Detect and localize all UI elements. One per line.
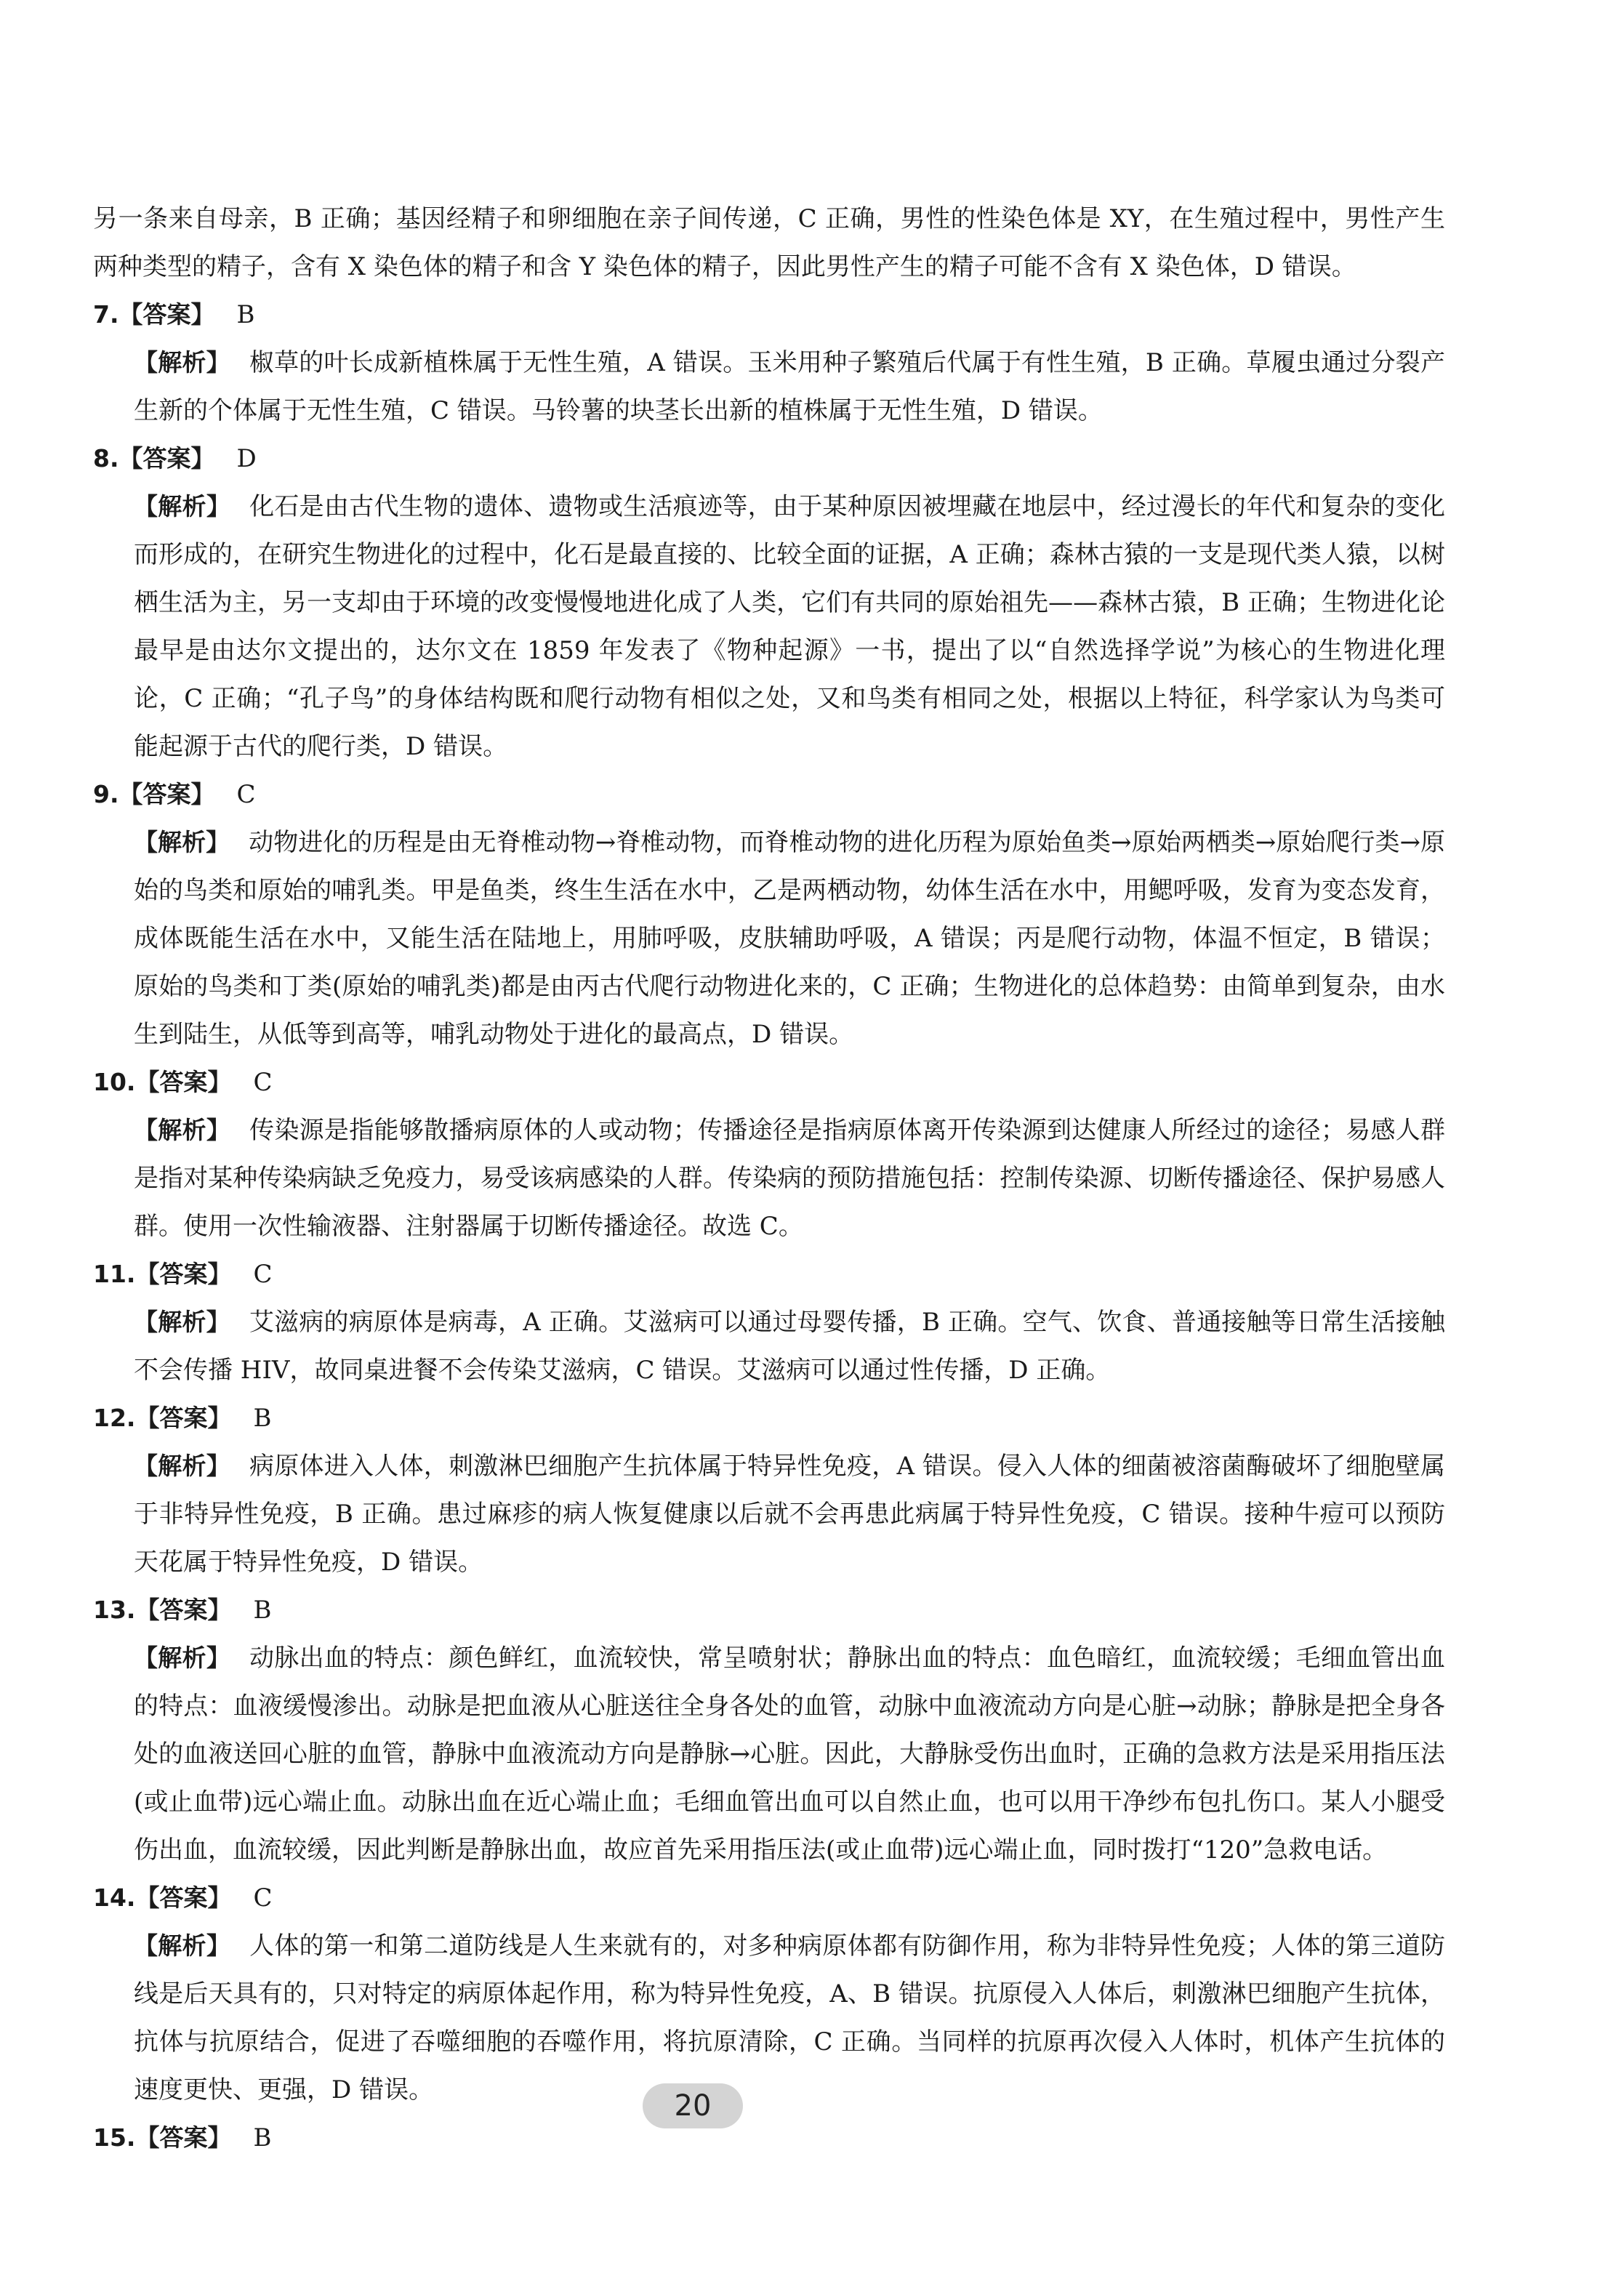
answer-row: [93, 2114, 1445, 2162]
question-item-15: [93, 2114, 1445, 2162]
explanation-block: [134, 1442, 1445, 1586]
question-item-7: [93, 291, 1445, 435]
explanation-block: [134, 1634, 1445, 1874]
explanation-text: 艾滋病的病原体是病毒，A 正确。艾滋病可以通过母婴传播，B 正确。空气、饮食、普通接触等日常生活接触不会传播 HIV，故同桌进餐不会传染艾滋病，C 错误。艾滋病可以通过性传播，D 正确。: [134, 1308, 1446, 1385]
answer-value: B: [253, 1404, 272, 1433]
answer-value: B: [253, 2123, 272, 2152]
explanation-text: 人体的第一和第二道防线是人生来就有的，对多种病原体都有防御作用，称为非特异性免疫；人体的第三道防线是后天具有的，只对特定的病原体起作用，称为特异性免疫，A、B 错误。抗原侵入人体后，刺激淋巴细胞产生抗体，抗体与抗原结合，促进了吞噬细胞的吞噬作用，将抗原清除，C 正确。当同样的抗原再次侵入人体时，机体产生抗体的速度更快、更强，D 错误。: [134, 1931, 1446, 2104]
question-number: 10.: [93, 1068, 136, 1096]
question-item-10: [93, 1058, 1445, 1250]
answer-value: C: [253, 1068, 273, 1097]
answer-row: [93, 1394, 1445, 1442]
answer-value: C: [253, 1260, 273, 1289]
question-item-13: [93, 1586, 1445, 1874]
explanation-tag: 【解析】: [134, 1308, 230, 1336]
question-number: 9.: [93, 780, 119, 808]
explanation-tag: 【解析】: [134, 348, 230, 377]
explanation-block: [134, 339, 1445, 435]
explanation-tag: 【解析】: [134, 828, 230, 856]
answer-tag: 【答案】: [135, 1068, 232, 1096]
answer-row: [93, 1586, 1445, 1634]
explanation-block: [134, 1106, 1445, 1250]
answer-tag: 【答案】: [135, 1883, 232, 1912]
answer-row: [93, 435, 1445, 483]
explanation-block: [134, 819, 1445, 1058]
answer-value: C: [236, 780, 256, 809]
answer-value: B: [253, 1596, 272, 1625]
explanation-block: [134, 1298, 1445, 1394]
explanation-text: 病原体进入人体，刺激淋巴细胞产生抗体属于特异性免疫，A 错误。侵入人体的细菌被溶菌酶破坏了细胞壁属于非特异性免疫，B 正确。患过麻疹的病人恢复健康以后就不会再患此病属于特异性免疫，C 错误。接种牛痘可以预防天花属于特异性免疫，D 错误。: [134, 1452, 1446, 1577]
question-item-9: [93, 771, 1445, 1058]
answer-row: [93, 291, 1445, 339]
answer-value: C: [253, 1883, 273, 1913]
answer-key-content: [93, 195, 1445, 2162]
question-number: 13.: [93, 1596, 136, 1624]
explanation-block: [134, 483, 1445, 771]
question-number: 11.: [93, 1260, 136, 1288]
explanation-tag: 【解析】: [134, 1931, 231, 1960]
answer-value: D: [236, 444, 257, 473]
answer-tag: 【答案】: [118, 300, 215, 329]
answer-tag: 【答案】: [135, 1596, 232, 1624]
explanation-tag: 【解析】: [134, 492, 231, 520]
explanation-text: 椒草的叶长成新植株属于无性生殖，A 错误。玉米用种子繁殖后代属于有性生殖，B 正确。草履虫通过分裂产生新的个体属于无性生殖，C 错误。马铃薯的块茎长出新的植株属于无性生殖，D 错误。: [134, 348, 1446, 425]
answer-tag: 【答案】: [135, 1404, 232, 1432]
answer-row: [93, 1058, 1445, 1106]
question-item-14: [93, 1874, 1445, 2114]
answer-row: [93, 1874, 1445, 1922]
explanation-text: 化石是由古代生物的遗体、遗物或生活痕迹等，由于某种原因被埋藏在地层中，经过漫长的年代和复杂的变化而形成的，在研究生物进化的过程中，化石是最直接的、比较全面的证据，A 正确；森林古猿的一支是现代类人猿，以树栖生活为主，另一支却由于环境的改变慢慢地进化成了人类，它们有共同的原始祖先——森林古猿，B 正确；生物进化论最早是由达尔文提出的，达尔文在 1859 年发表了《物种起源》一书，提出了以“自然选择学说”为核心的生物进化理论，C 正确；“孔子鸟”的身体结构既和爬行动物有相似之处，又和鸟类有相同之处，根据以上特征，科学家认为鸟类可能起源于古代的爬行类，D 错误。: [134, 492, 1446, 761]
question-item-11: [93, 1250, 1445, 1394]
explanation-tag: 【解析】: [134, 1644, 231, 1672]
question-number: 8.: [93, 444, 119, 473]
page-number-badge: [643, 2083, 743, 2128]
answer-tag: 【答案】: [135, 2123, 232, 2152]
continued-explanation: 另一条来自母亲，B 正确；基因经精子和卵细胞在亲子间传递，C 正确，男性的性染色体是 XY，在生殖过程中，男性产生两种类型的精子，含有 X 染色体的精子和含 Y 染色体的精子，因此男性产生的精子可能不含有 X 染色体，D 错误。: [93, 204, 1445, 281]
question-number: 15.: [93, 2123, 136, 2152]
question-item-8: [93, 435, 1445, 771]
page-number: 20: [674, 2089, 712, 2123]
question-number: 14.: [93, 1883, 136, 1912]
explanation-block: [134, 1922, 1445, 2114]
explanation-tag: 【解析】: [134, 1452, 230, 1480]
explanation-text: 动脉出血的特点：颜色鲜红，血流较快，常呈喷射状；静脉出血的特点：血色暗红，血流较缓；毛细血管出血的特点：血液缓慢渗出。动脉是把血液从心脏送往全身各处的血管，动脉中血液流动方向是心脏→动脉；静脉是把全身各处的血液送回心脏的血管，静脉中血液流动方向是静脉→心脏。因此，大静脉受伤出血时，正确的急救方法是采用指压法(或止血带)远心端止血。动脉出血在近心端止血；毛细血管出血可以自然止血，也可以用干净纱布包扎伤口。某人小腿受伤出血，血流较缓，因此判断是静脉出血，故应首先采用指压法(或止血带)远心端止血，同时拨打“120”急救电话。: [134, 1644, 1446, 1865]
question-number: 7.: [93, 300, 119, 329]
question-number: 12.: [93, 1404, 136, 1432]
answer-row: [93, 1250, 1445, 1298]
answer-row: [93, 771, 1445, 819]
explanation-text: 传染源是指能够散播病原体的人或动物；传播途径是指病原体离开传染源到达健康人所经过的途径；易感人群是指对某种传染病缺乏免疫力，易受该病感染的人群。传染病的预防措施包括：控制传染源、切断传播途径、保护易感人群。使用一次性输液器、注射器属于切断传播途径。故选 C。: [134, 1116, 1446, 1241]
explanation-tag: 【解析】: [134, 1116, 231, 1144]
answer-tag: 【答案】: [135, 1260, 232, 1288]
question-item-12: [93, 1394, 1445, 1586]
explanation-text: 动物进化的历程是由无脊椎动物→脊椎动物，而脊椎动物的进化历程为原始鱼类→原始两栖类→原始爬行类→原始的鸟类和原始的哺乳类。甲是鱼类，终生生活在水中，乙是两栖动物，幼体生活在水中，用鳃呼吸，发育为变态发育，成体既能生活在水中，又能生活在陆地上，用肺呼吸，皮肤辅助呼吸，A 错误；丙是爬行动物，体温不恒定，B 错误；原始的鸟类和丁类(原始的哺乳类)都是由丙古代爬行动物进化来的，C 正确；生物进化的总体趋势：由简单到复杂，由水生到陆生，从低等到高等，哺乳动物处于进化的最高点，D 错误。: [134, 828, 1446, 1049]
answer-value: B: [236, 300, 255, 329]
answer-tag: 【答案】: [118, 444, 215, 473]
answer-tag: 【答案】: [118, 780, 215, 808]
